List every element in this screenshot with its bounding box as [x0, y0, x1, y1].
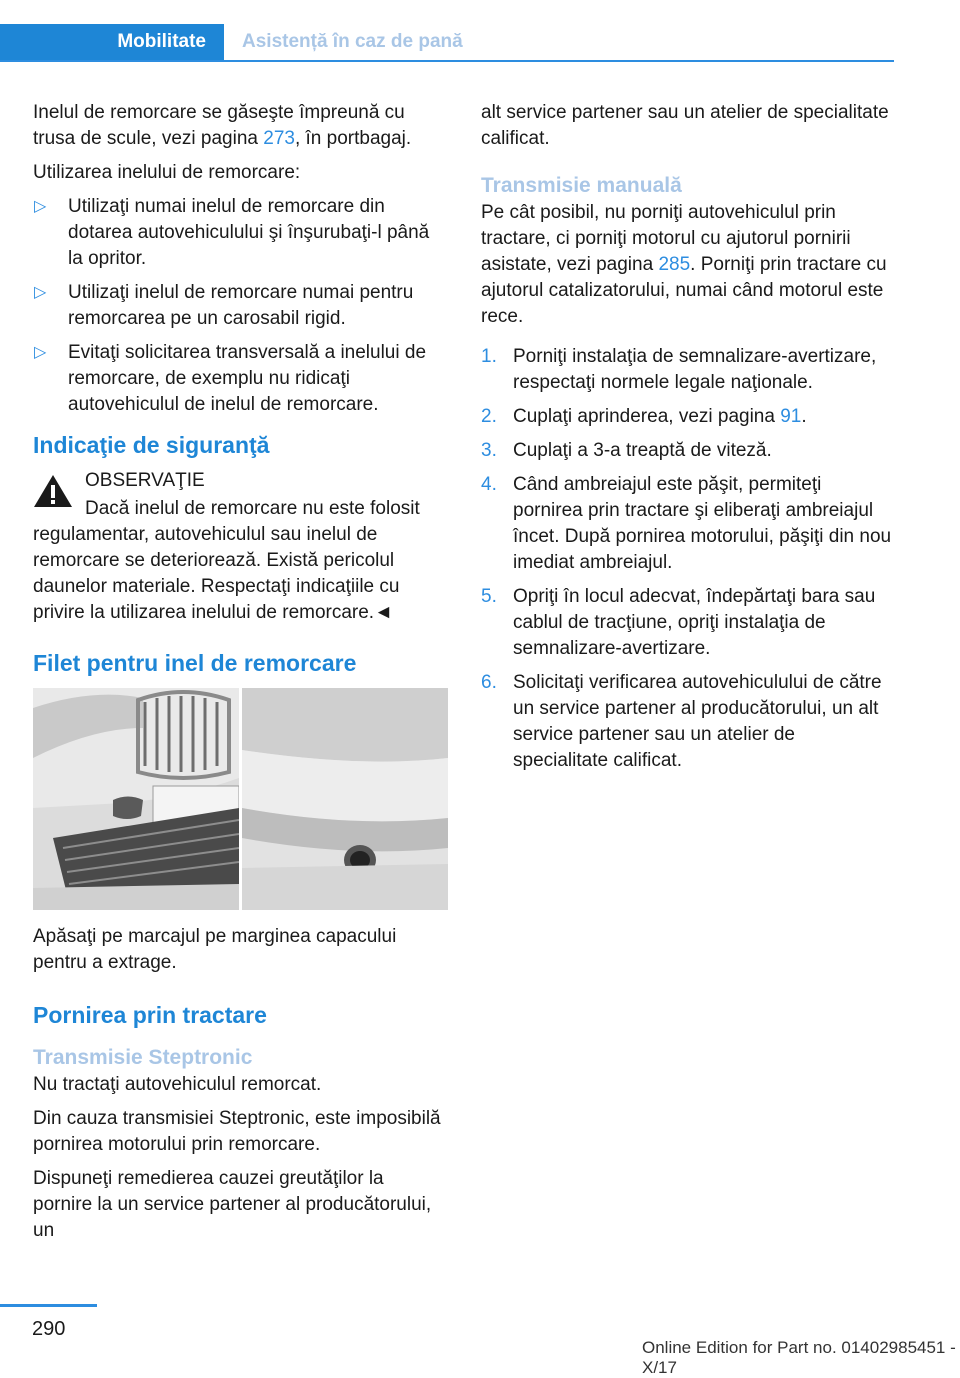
- list-item: 4. Când ambreiajul este păşit, permiteţi pornirea prin tractare şi eliberaţi ambreiajul încet. După pornirea motorului, păşiţi din nou imediat ambreiajul.: [481, 474, 892, 573]
- page-link-273[interactable]: 273: [263, 128, 295, 149]
- usage-bullet-list: [33, 194, 448, 418]
- warning-title: OBSERVAŢIE: [85, 470, 205, 491]
- left-column: [33, 100, 448, 1252]
- paragraph-usage-intro: Utilizarea inelului de remorcare:: [33, 162, 301, 183]
- rear-bumper-image: [242, 688, 448, 910]
- page-number: 290: [32, 1318, 66, 1340]
- list-item: ▷ Utilizaţi numai inelul de remorcare din dotarea autovehiculului şi înşurubaţi-l până la opritor.: [34, 196, 430, 269]
- section-tab-mobilitate[interactable]: [0, 24, 224, 60]
- list-item: 1. Porniţi instalaţia de semnalizare-avertizare, respectaţi normele legale naţionale.: [481, 346, 877, 393]
- heading-safety: Indicaţie de siguranţă: [33, 432, 270, 458]
- section-tab-label: Mobilitate: [117, 31, 206, 52]
- warning-text: Dacă inelul de remorcare nu este folosit regulamentar, autovehiculul sau inelul de remorcare se deteriorează. Există pericolul daunelor materiale. Respectaţi indicaţiile cu privire la utilizarea inelului de remorcare.◄: [33, 498, 420, 623]
- triangle-bullet-icon: ▷: [34, 344, 47, 361]
- right-column: [481, 100, 895, 782]
- chapter-tab-assistance[interactable]: Asistență în caz de pană: [242, 31, 463, 52]
- footer-divider: [0, 1304, 97, 1307]
- heading-thread: Filet pentru inel de remorcare: [33, 650, 357, 676]
- paragraph-manual: Pe cât posibil, nu porniţi autovehiculul prin tractare, ci porniţi motorul cu ajutorul pornirii asistate, vezi pagina 285. Porniţi prin tractare cu ajutorul catalizatorului, numai când motorul este rece.: [481, 202, 887, 327]
- list-item: 6. Solicitaţi verificarea autovehiculului de către un service partener al producătorului, un alt service partener sau un atelier de specialitate calificat.: [481, 672, 882, 771]
- paragraph-remedy: Dispuneţi remedierea cauzei greutăţilor la pornire la un service partener al producătorului, un: [33, 1168, 432, 1241]
- list-item: ▷ Utilizaţi inelul de remorcare numai pentru remorcarea pe un carosabil rigid.: [34, 282, 414, 329]
- heading-tow-start: Pornirea prin tractare: [33, 1002, 267, 1028]
- paragraph-toolkit: Inelul de remorcare se găseşte împreună cu trusa de scule, vezi pagina 273, în portbagaj.: [33, 102, 412, 149]
- heading-steptronic: Transmisie Steptronic: [33, 1046, 253, 1069]
- paragraph-continued: alt service partener sau un atelier de specialitate calificat.: [481, 102, 889, 149]
- list-item: ▷ Evitaţi solicitarea transversală a inelului de remorcare, de exemplu nu ridicaţi autovehiculul de inelul de remorcare.: [34, 342, 427, 415]
- photo-caption: Apăsaţi pe marcajul pe marginea capacului pentru a extrage.: [33, 926, 397, 973]
- list-item: 3. Cuplaţi a 3-a treaptă de viteză.: [481, 440, 772, 461]
- paragraph-impossible: Din cauza transmisiei Steptronic, este imposibilă pornirea motorului prin remorcare.: [33, 1108, 441, 1155]
- page-link-91[interactable]: 91: [780, 406, 802, 427]
- front-bumper-image: [33, 688, 239, 910]
- triangle-bullet-icon: ▷: [34, 284, 47, 301]
- header-divider: [0, 60, 894, 62]
- page-link-285[interactable]: 285: [658, 254, 691, 275]
- tow-thread-photo: [33, 688, 448, 910]
- heading-manual: Transmisie manuală: [481, 174, 682, 197]
- paragraph-no-tow: Nu tractaţi autovehiculul remorcat.: [33, 1074, 322, 1095]
- steps-list: [481, 344, 895, 774]
- edition-note: Online Edition for Part no. 01402985451 - X/17: [642, 1338, 956, 1377]
- list-item: 5. Opriţi în locul adecvat, îndepărtaţi bara sau cablul de tracţiune, opriţi instalaţia de semnalizare-avertizare.: [481, 586, 876, 659]
- page-header: [0, 24, 894, 62]
- triangle-bullet-icon: ▷: [34, 198, 47, 215]
- list-item: 2. Cuplaţi aprinderea, vezi pagina 91.: [481, 406, 807, 427]
